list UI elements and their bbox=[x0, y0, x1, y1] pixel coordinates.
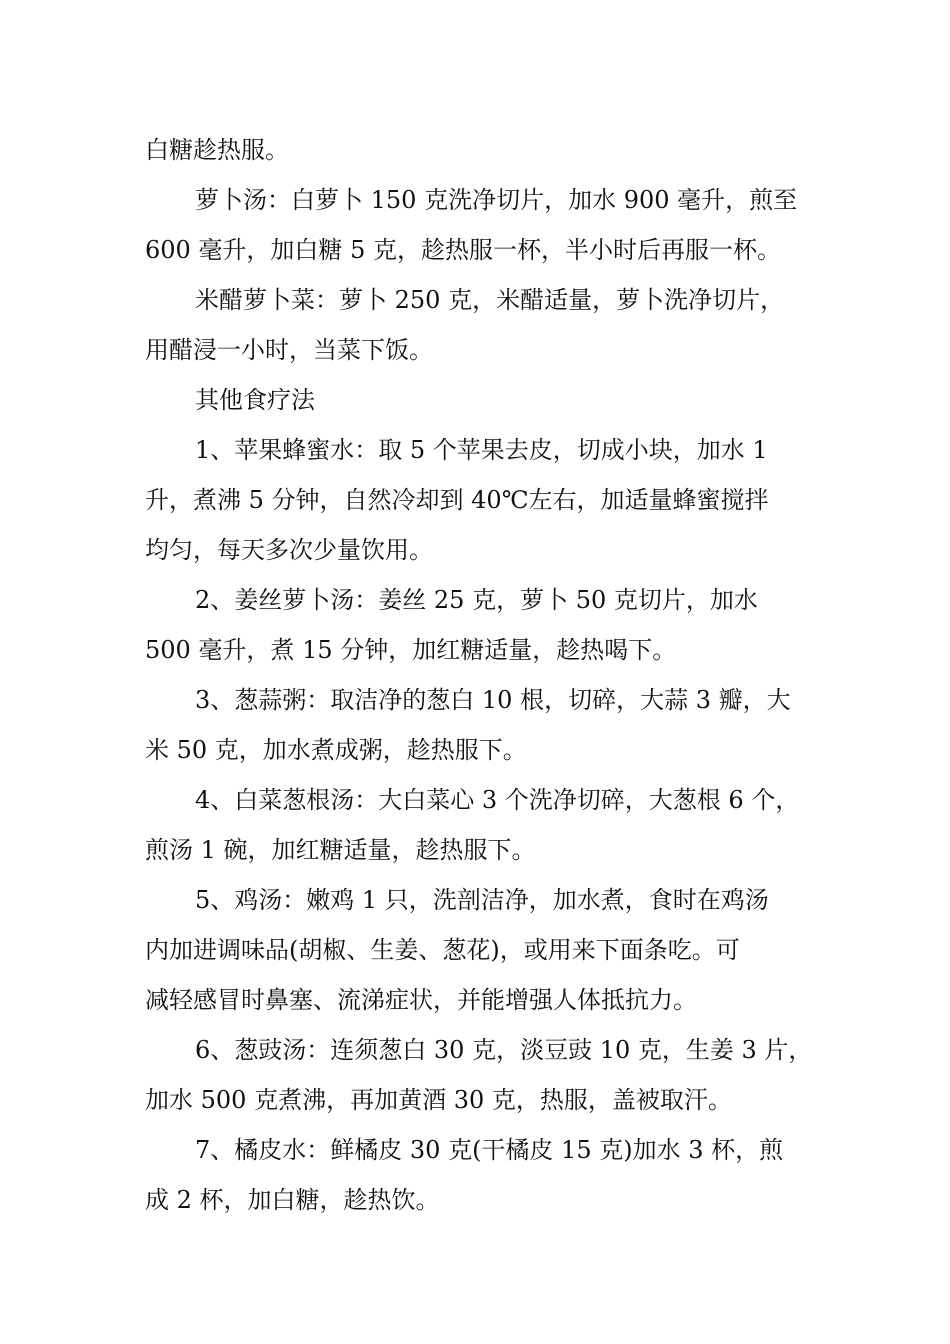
text-line: 500 毫升，煮 15 分钟，加红糖适量，趁热喝下。 bbox=[145, 636, 677, 664]
text-line: 煎汤 1 碗，加红糖适量，趁热服下。 bbox=[145, 836, 536, 864]
text-line: 米醋萝卜菜：萝卜 250 克，米醋适量，萝卜洗净切片， bbox=[195, 286, 785, 314]
section-heading: 其他食疗法 bbox=[195, 386, 315, 414]
text-line: 5、鸡汤：嫩鸡 1 只，洗剖洁净，加水煮，食时在鸡汤 bbox=[195, 886, 769, 914]
text-line: 成 2 杯，加白糖，趁热饮。 bbox=[145, 1186, 440, 1214]
text-line: 3、葱蒜粥：取洁净的葱白 10 根，切碎，大蒜 3 瓣，大 bbox=[195, 686, 791, 714]
text-line: 1、苹果蜂蜜水：取 5 个苹果去皮，切成小块，加水 1 bbox=[195, 436, 768, 464]
text-line: 白糖趁热服。 bbox=[145, 136, 289, 164]
text-line: 内加进调味品(胡椒、生姜、葱花)，或用来下面条吃。可 bbox=[145, 936, 740, 964]
text-line: 升，煮沸 5 分钟，自然冷却到 40℃左右，加适量蜂蜜搅拌 bbox=[145, 486, 769, 514]
text-line: 米 50 克，加水煮成粥，趁热服下。 bbox=[145, 736, 527, 764]
text-line: 4、白菜葱根汤：大白菜心 3 个洗净切碎，大葱根 6 个， bbox=[195, 786, 800, 814]
text-line: 加水 500 克煮沸，再加黄酒 30 克，热服，盖被取汗。 bbox=[145, 1086, 732, 1114]
text-line: 2、姜丝萝卜汤：姜丝 25 克，萝卜 50 克切片，加水 bbox=[195, 586, 758, 614]
text-line: 减轻感冒时鼻塞、流涕症状，并能增强人体抵抗力。 bbox=[145, 986, 697, 1014]
text-line: 均匀，每天多次少量饮用。 bbox=[145, 536, 433, 564]
text-line: 萝卜汤：白萝卜 150 克洗净切片，加水 900 毫升，煎至 bbox=[195, 186, 798, 214]
text-line: 600 毫升，加白糖 5 克，趁热服一杯，半小时后再服一杯。 bbox=[145, 236, 781, 264]
text-line: 7、橘皮水：鲜橘皮 30 克(干橘皮 15 克)加水 3 杯，煎 bbox=[195, 1136, 784, 1164]
text-line: 用醋浸一小时，当菜下饭。 bbox=[145, 336, 433, 364]
text-line: 6、葱豉汤：连须葱白 30 克，淡豆豉 10 克，生姜 3 片， bbox=[195, 1036, 813, 1064]
